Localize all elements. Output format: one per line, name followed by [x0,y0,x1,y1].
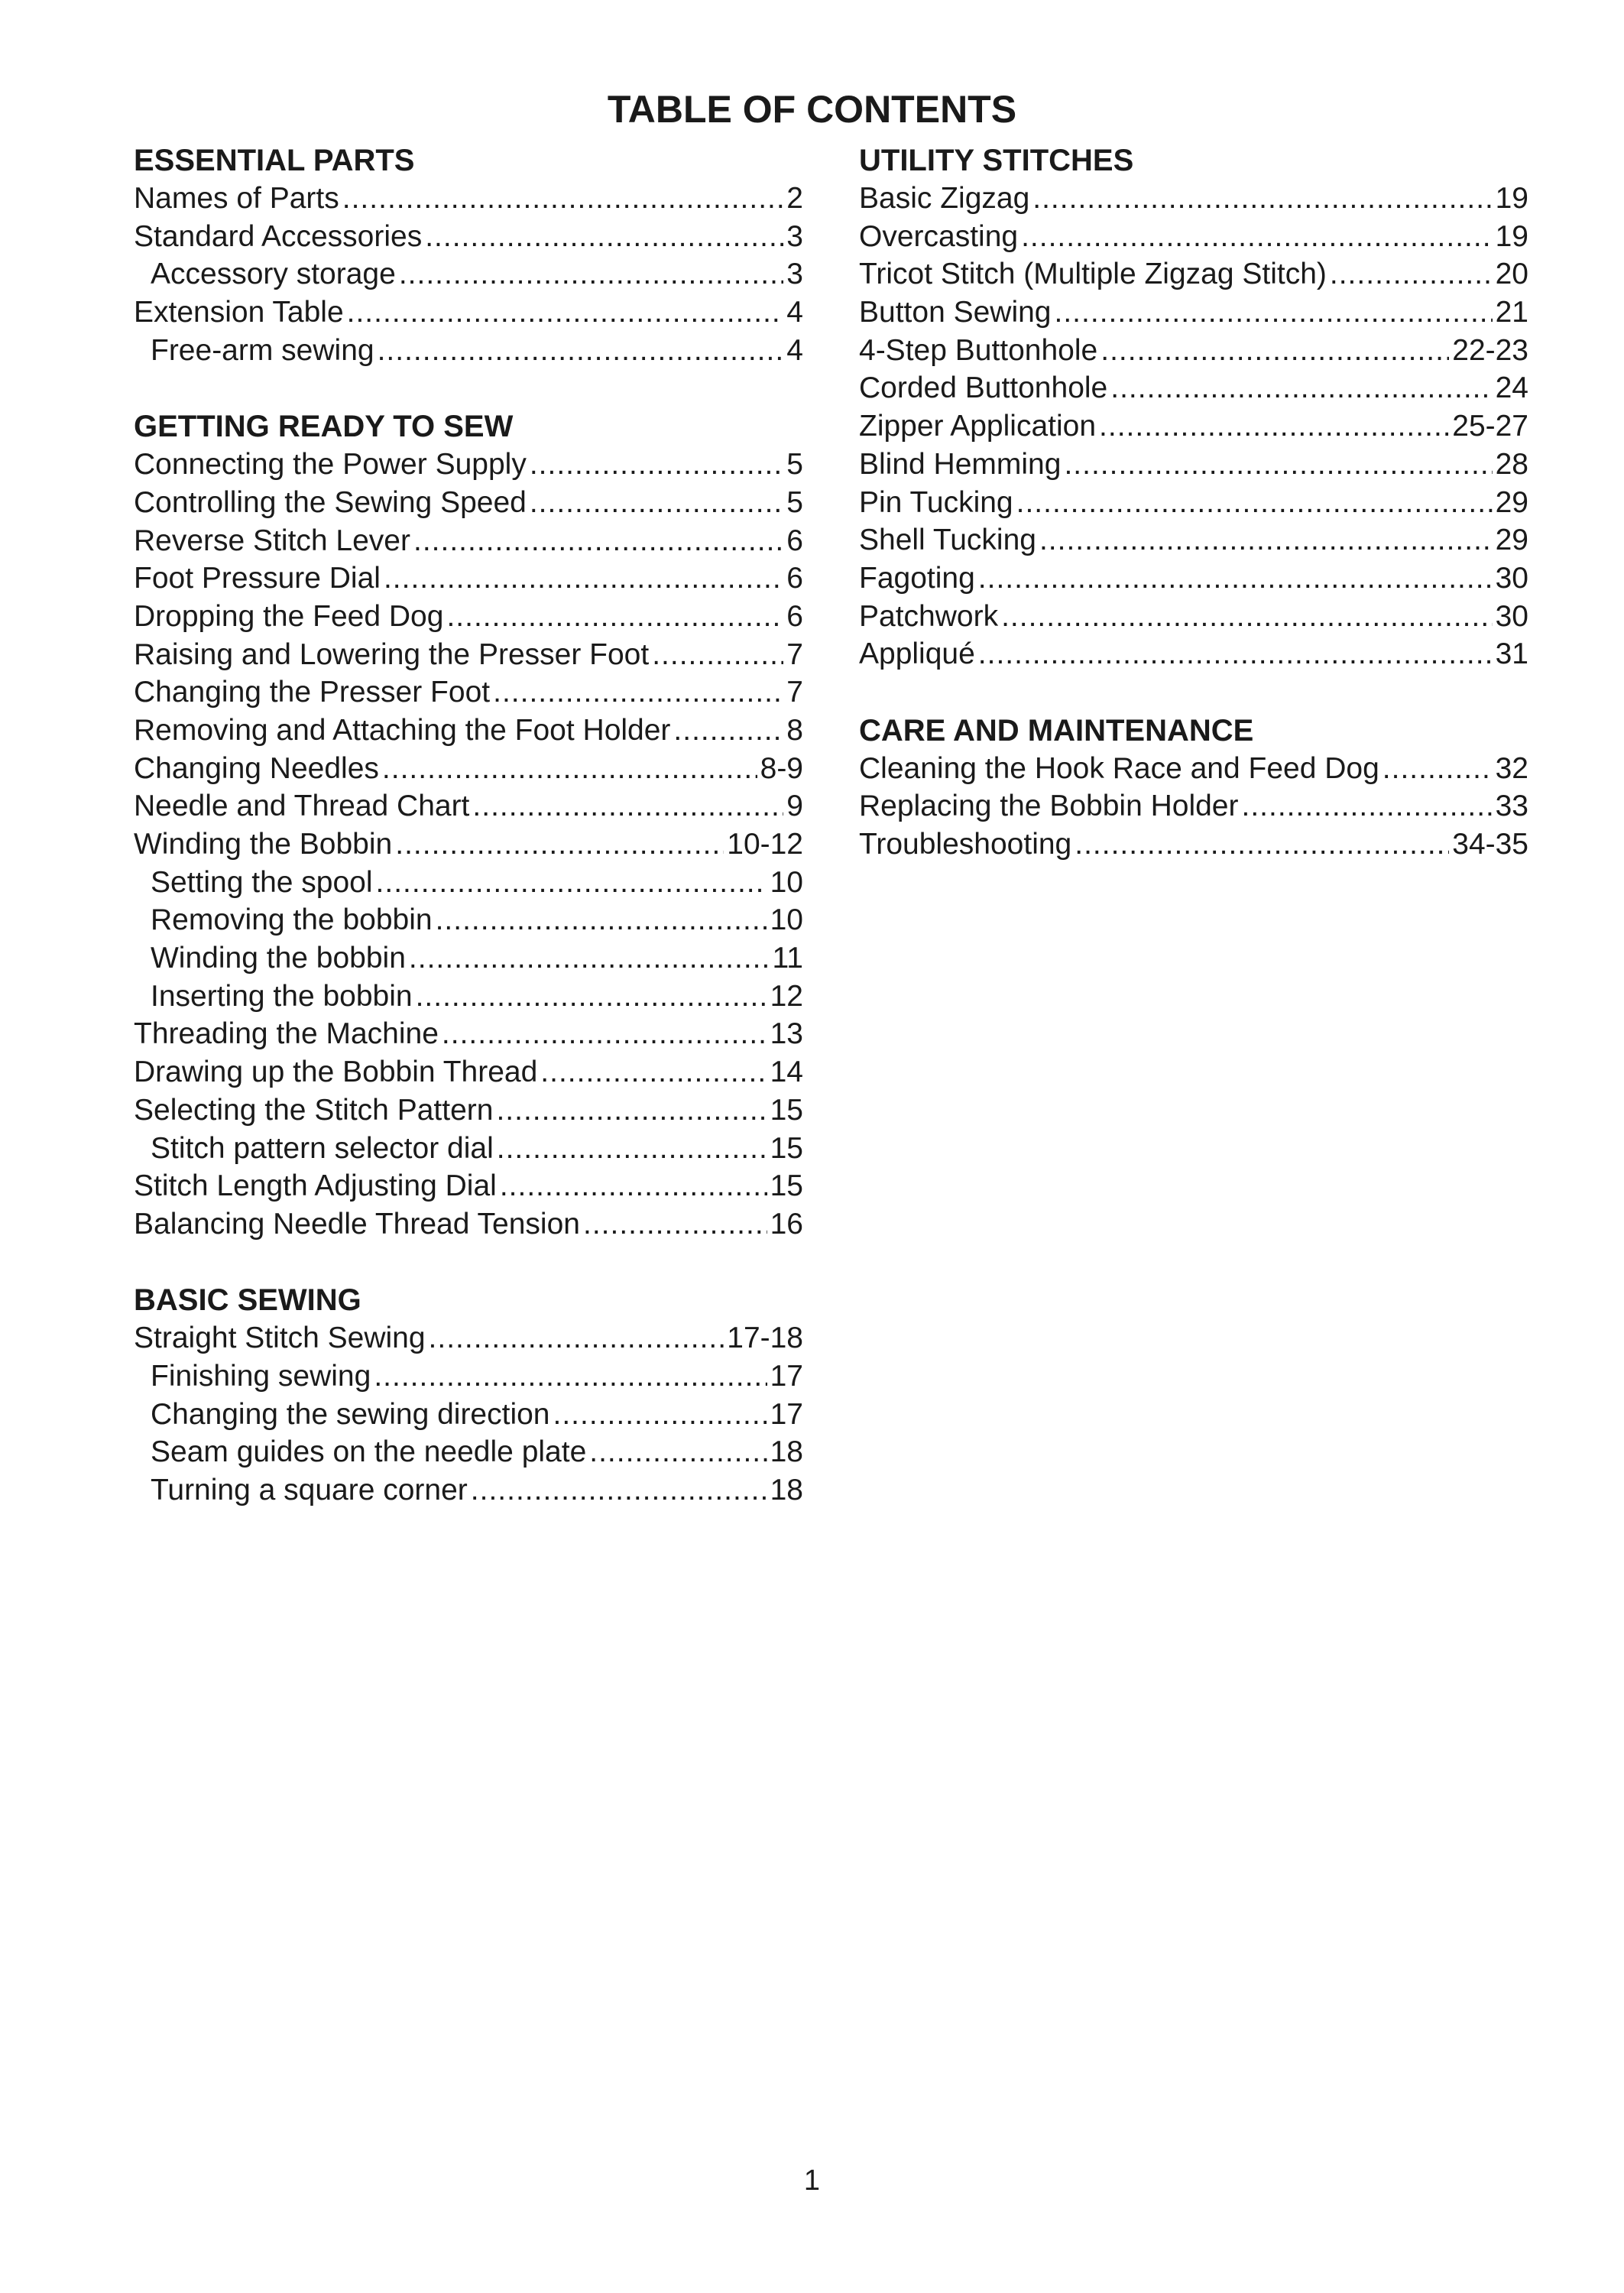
dot-leader [493,673,783,712]
dot-leader [1330,255,1493,294]
dot-leader [378,332,784,370]
toc-entry[interactable] [859,294,1528,332]
toc-subentry[interactable] [134,978,803,1016]
dot-leader [1242,787,1493,825]
toc-entry-label: Extension Table [134,296,344,329]
toc-entry-page: 19 [1495,219,1528,253]
toc-entry-list [134,1319,803,1509]
dot-leader [1099,407,1449,446]
dot-leader [500,1167,767,1205]
toc-entry-label: Inserting the bobbin [151,979,413,1013]
dot-leader [413,522,783,560]
toc-entry-page: 17-18 [727,1322,803,1355]
section-heading: BASIC SEWING [134,1283,361,1318]
toc-entry[interactable] [134,180,803,218]
section-heading: ESSENTIAL PARTS [134,144,415,177]
toc-entry[interactable] [134,825,803,864]
toc-section [134,407,803,1243]
toc-entry-page: 34-35 [1452,828,1528,861]
toc-entry-page: 22-23 [1452,333,1528,367]
toc-entry-label: Straight Stitch Sewing [134,1322,426,1355]
toc-entry-label: Patchwork [859,599,999,633]
dot-leader [540,1053,767,1091]
toc-section [134,1281,803,1509]
toc-entry-label: Raising and Lowering the Presser Foot [134,637,650,671]
toc-entry-page: 10 [770,903,803,937]
dot-leader [409,939,770,978]
toc-entry[interactable] [134,598,803,636]
dot-leader [446,598,783,636]
toc-subentry[interactable] [134,864,803,902]
toc-right-column [859,141,1528,864]
dot-leader [1064,446,1492,484]
toc-entry-page: 24 [1495,371,1528,405]
toc-entry[interactable] [134,559,803,598]
section-heading: UTILITY STITCHES [859,144,1134,177]
dot-leader [436,901,767,939]
toc-subentry[interactable] [134,1357,803,1396]
dot-leader [496,1091,767,1130]
toc-entry[interactable] [134,1167,803,1205]
section-spacer [859,673,1528,712]
toc-entry[interactable] [859,407,1528,446]
toc-entry-page: 18 [770,1474,803,1507]
toc-entry[interactable] [859,825,1528,864]
toc-subentry[interactable] [134,1433,803,1471]
toc-entry-page: 5 [786,485,803,519]
toc-entry-label: Shell Tucking [859,524,1036,557]
dot-leader [416,978,767,1016]
toc-entry-label: Replacing the Bobbin Holder [859,790,1239,823]
toc-entry-label: Stitch pattern selector dial [151,1131,494,1165]
toc-entry[interactable] [859,559,1528,598]
toc-entry-label: Dropping the Feed Dog [134,599,444,633]
toc-entry-page: 6 [786,599,803,633]
toc-entry[interactable] [859,255,1528,294]
toc-entry-label: Cleaning the Hook Race and Feed Dog [859,751,1379,785]
toc-entry-list [859,180,1528,673]
dot-leader [1055,294,1493,332]
toc-entry-label: Blind Hemming [859,447,1062,481]
toc-entry-page: 3 [786,258,803,291]
toc-entry-label: Overcasting [859,219,1019,253]
toc-entry-label: Controlling the Sewing Speed [134,485,527,519]
toc-entry-label: Drawing up the Bobbin Thread [134,1056,538,1089]
toc-entry-label: Selecting the Stitch Pattern [134,1093,494,1127]
toc-entry-page: 7 [786,637,803,671]
toc-entry[interactable] [134,1091,803,1130]
toc-entry-label: Threading the Machine [134,1017,439,1051]
toc-entry-page: 21 [1495,296,1528,329]
toc-entry[interactable] [134,1319,803,1357]
toc-entry-page: 32 [1495,751,1528,785]
toc-entry-page: 6 [786,562,803,595]
toc-subentry[interactable] [134,1471,803,1510]
toc-entry-label: Free-arm sewing [151,333,374,367]
dot-leader [1110,369,1492,407]
toc-entry[interactable] [134,712,803,750]
toc-entry[interactable] [134,636,803,674]
toc-entry-page: 10 [770,865,803,899]
dot-leader [553,1396,767,1434]
toc-entry-page: 31 [1495,637,1528,671]
dot-leader [425,218,783,256]
dot-leader [673,712,783,750]
dot-leader [1039,521,1493,559]
dot-leader [1001,598,1493,636]
dot-leader [530,446,783,484]
toc-entry[interactable] [859,635,1528,673]
toc-subentry[interactable] [134,901,803,939]
toc-entry-page: 15 [770,1169,803,1203]
toc-entry[interactable] [134,750,803,788]
toc-entry-label: Tricot Stitch (Multiple Zigzag Stitch) [859,258,1327,291]
toc-entry-page: 6 [786,524,803,557]
toc-subentry[interactable] [134,332,803,370]
toc-entry-label: Changing the sewing direction [151,1397,550,1431]
toc-entry[interactable] [134,1015,803,1053]
toc-entry-page: 4 [786,296,803,329]
toc-entry[interactable] [859,218,1528,256]
dot-leader [1021,218,1493,256]
toc-entry-page: 15 [770,1131,803,1165]
toc-entry-page: 33 [1495,790,1528,823]
toc-entry[interactable] [859,521,1528,559]
toc-entry-label: Fagoting [859,561,975,595]
toc-entry[interactable] [134,522,803,560]
toc-entry-page: 7 [786,676,803,709]
dot-leader [1383,750,1493,788]
toc-entry-label: Basic Zigzag [859,182,1030,215]
toc-entry[interactable] [859,332,1528,370]
toc-entry-list [134,180,803,369]
toc-subentry[interactable] [134,939,803,978]
toc-entry-page: 14 [770,1056,803,1089]
dot-leader [471,1471,767,1510]
toc-entry[interactable] [134,218,803,256]
toc-entry-label: Troubleshooting [859,828,1072,861]
toc-entry-label: Removing and Attaching the Foot Holder [134,713,671,747]
dot-leader [472,787,783,825]
toc-entry-label: Names of Parts [134,182,339,215]
toc-entry-page: 13 [770,1017,803,1051]
toc-entry-label: Corded Buttonhole [859,371,1108,405]
toc-entry[interactable] [134,294,803,332]
toc-entry-label: Foot Pressure Dial [134,562,381,595]
toc-entry-page: 18 [770,1435,803,1469]
toc-subentry[interactable] [134,1396,803,1434]
toc-entry-page: 8 [786,713,803,747]
dot-leader [382,750,757,788]
page-number: 1 [803,2165,821,2197]
toc-entry[interactable] [134,446,803,484]
dot-leader [978,635,1493,673]
toc-entry[interactable] [134,787,803,825]
toc-section [134,141,803,369]
dot-leader [376,864,767,902]
toc-entry-label: Reverse Stitch Lever [134,524,410,557]
toc-entry-page: 11 [772,942,803,975]
toc-entry-page: 12 [770,979,803,1013]
toc-entry-page: 5 [786,448,803,482]
toc-entry-label: Connecting the Power Supply [134,448,527,482]
dot-leader [384,559,783,598]
toc-entry-label: 4-Step Buttonhole [859,333,1098,367]
dot-leader [652,636,783,674]
toc-entry-label: Needle and Thread Chart [134,790,470,823]
toc-entry-label: Finishing sewing [151,1359,371,1393]
toc-entry-list [859,750,1528,864]
toc-entry-page: 30 [1495,599,1528,633]
toc-subentry[interactable] [134,255,803,294]
toc-entry-page: 19 [1495,182,1528,215]
toc-entry-page: 9 [786,790,803,823]
dot-leader [530,484,783,522]
dot-leader [395,825,724,864]
toc-entry[interactable] [134,1053,803,1091]
toc-entry-page: 25-27 [1452,410,1528,443]
dot-leader [1032,180,1492,218]
dot-leader [589,1433,767,1471]
section-spacer [134,369,803,407]
toc-entry-label: Winding the bobbin [151,942,406,975]
toc-entry-label: Zipper Application [859,410,1097,443]
dot-leader [442,1015,767,1053]
toc-entry-page: 10-12 [727,828,803,861]
toc-entry-label: Button Sewing [859,296,1052,329]
toc-entry[interactable] [859,484,1528,522]
dot-leader [342,180,784,218]
page-title: TABLE OF CONTENTS [607,88,1017,131]
toc-entry[interactable] [134,484,803,522]
toc-left-column [134,141,803,1510]
section-heading: CARE AND MAINTENANCE [859,713,1254,748]
toc-entry-label: Setting the spool [151,865,373,899]
toc-entry-page: 17 [770,1359,803,1393]
toc-entry[interactable] [859,750,1528,788]
toc-entry-page: 8-9 [760,751,803,785]
toc-entry[interactable] [859,369,1528,407]
dot-leader [347,294,784,332]
toc-entry-page: 20 [1495,258,1528,291]
toc-section [859,712,1528,864]
toc-entry-label: Winding the Bobbin [134,828,393,861]
toc-entry-page: 15 [770,1093,803,1127]
toc-entry[interactable] [859,598,1528,636]
toc-entry-page: 30 [1495,561,1528,595]
toc-entry-page: 3 [786,219,803,253]
toc-entry-page: 29 [1495,485,1528,519]
toc-entry-label: Standard Accessories [134,219,423,253]
dot-leader [583,1205,767,1244]
toc-entry-label: Changing the Presser Foot [134,676,491,709]
toc-entry-page: 16 [770,1207,803,1241]
dot-leader [497,1130,767,1168]
toc-entry[interactable] [859,180,1528,218]
toc-entry[interactable] [134,673,803,712]
dot-leader [429,1319,724,1357]
toc-entry-page: 17 [770,1397,803,1431]
section-spacer [134,1244,803,1282]
toc-entry-page: 29 [1495,524,1528,557]
toc-entry[interactable] [859,787,1528,825]
dot-leader [1100,332,1449,370]
toc-entry-label: Changing Needles [134,751,379,785]
toc-entry-list [134,446,803,1243]
toc-entry-label: Accessory storage [151,258,396,291]
toc-entry-label: Stitch Length Adjusting Dial [134,1169,497,1203]
toc-entry-label: Removing the bobbin [151,903,433,937]
toc-entry-page: 2 [786,182,803,215]
toc-entry-page: 28 [1495,447,1528,481]
section-heading: GETTING READY TO SEW [134,410,514,444]
dot-leader [374,1357,767,1396]
dot-leader [1075,825,1449,864]
dot-leader [1016,484,1493,522]
toc-entry[interactable] [134,1205,803,1244]
toc-entry-page: 4 [786,333,803,367]
toc-subentry[interactable] [134,1130,803,1168]
dot-leader [978,559,1493,598]
toc-section [859,141,1528,673]
dot-leader [399,255,783,294]
toc-entry-label: Balancing Needle Thread Tension [134,1207,580,1241]
toc-entry[interactable] [859,446,1528,484]
toc-entry-label: Appliqué [859,637,975,671]
toc-entry-label: Seam guides on the needle plate [151,1435,587,1469]
toc-entry-label: Pin Tucking [859,485,1013,519]
toc-entry-label: Turning a square corner [151,1474,468,1507]
